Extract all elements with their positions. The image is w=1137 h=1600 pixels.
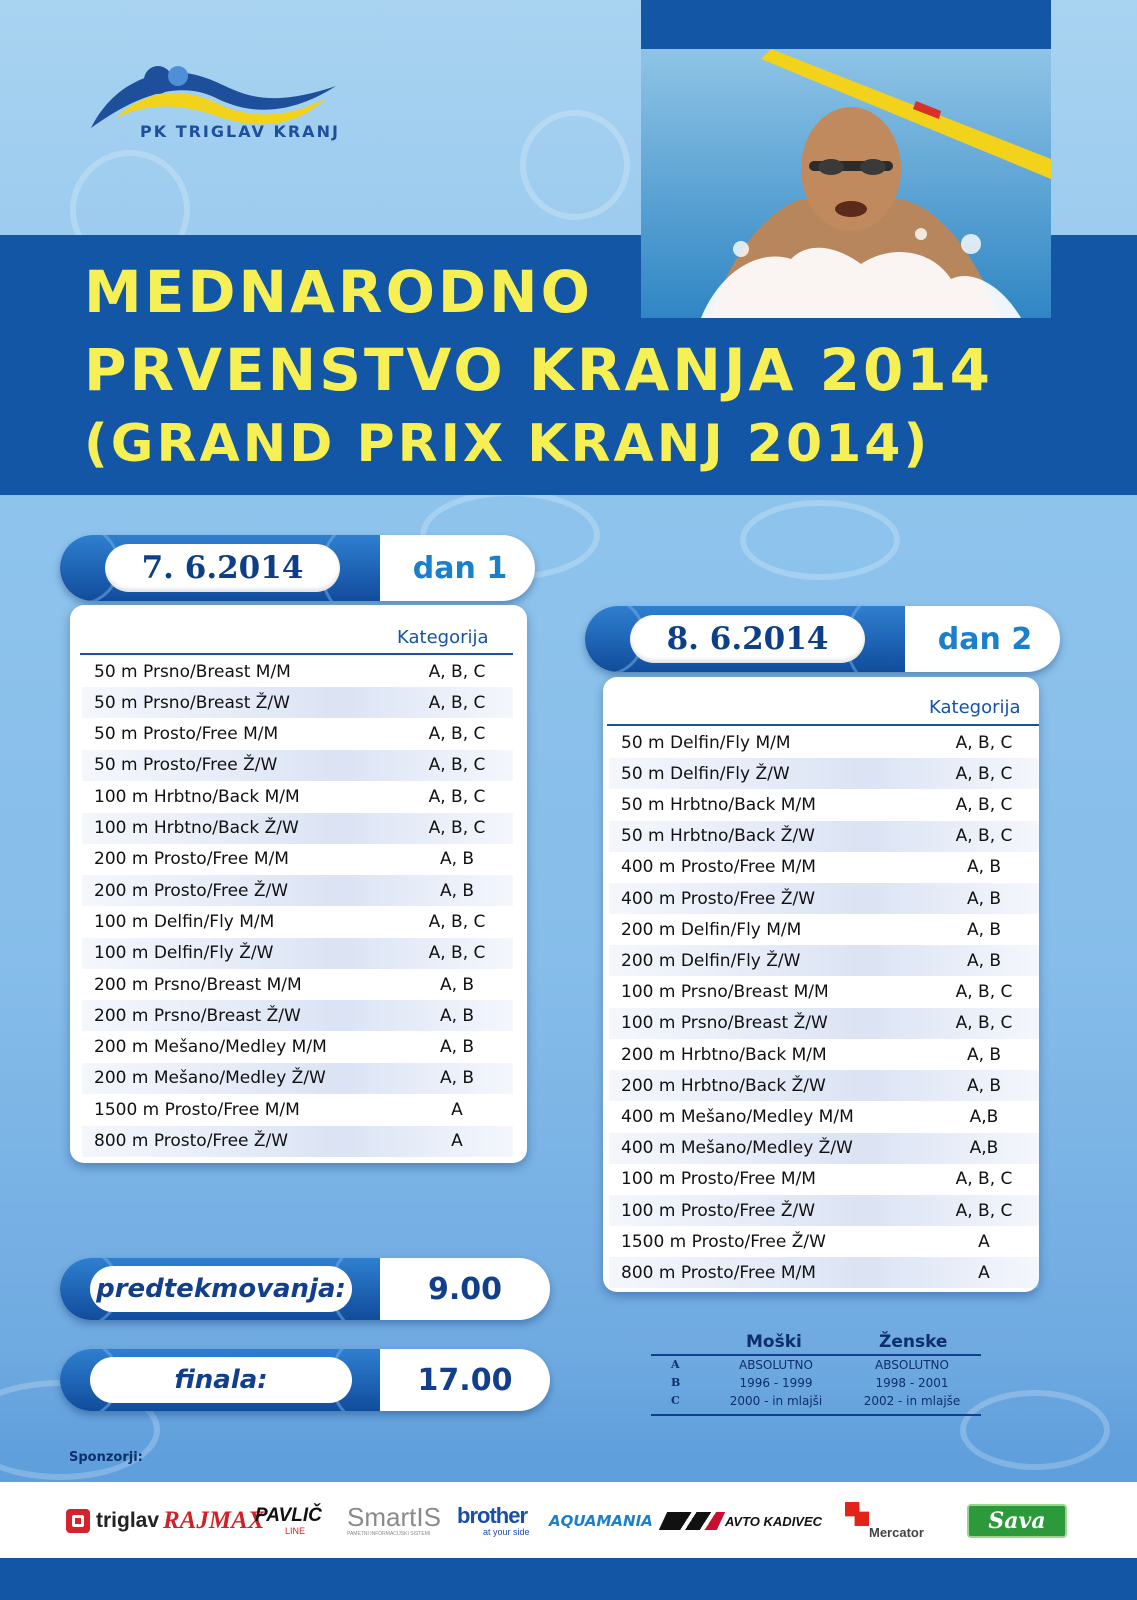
schedule-row: [609, 852, 1039, 883]
day2-header: [585, 606, 1060, 672]
event-category: A, B: [439, 880, 475, 901]
schedule-row: [609, 1257, 1039, 1288]
event-category: A: [451, 1131, 463, 1151]
sponsors-label: Sponzorji:: [69, 1450, 143, 1465]
event-name: 200 m Prsno/Breast Ž/W: [94, 1005, 301, 1026]
avto-kadivec-text: AVTO KADIVEC: [725, 1513, 823, 1529]
legend-women-header: Ženske: [879, 1332, 948, 1352]
event-name: 400 m Mešano/Medley Ž/W: [621, 1138, 853, 1159]
day1-header: [60, 535, 535, 601]
legend-women-a: ABSOLUTNO: [875, 1358, 949, 1372]
event-category: A, B: [966, 1044, 1002, 1065]
event-category: A: [451, 1099, 463, 1120]
brother-sub: at your side: [483, 1527, 530, 1537]
heats-time-bar: [60, 1258, 550, 1320]
avto-kadivec-icon: [659, 1512, 725, 1530]
event-name: 1500 m Prosto/Free Ž/W: [621, 1231, 826, 1252]
event-category: A, B: [966, 888, 1002, 909]
schedule-row: [609, 914, 1039, 945]
club-name: PK TRIGLAV KRANJ: [140, 122, 340, 141]
event-category: A, B, C: [428, 943, 486, 964]
event-name: 50 m Prosto/Free M/M: [94, 724, 279, 745]
event-category: A, B, C: [428, 661, 486, 682]
event-name: 100 m Prosto/Free Ž/W: [621, 1200, 816, 1221]
schedule-row: [82, 969, 513, 1000]
schedule-row: [609, 758, 1039, 789]
schedule-row: [609, 1195, 1039, 1226]
finals-time: 17.00: [417, 1362, 513, 1398]
event-name: 800 m Prosto/Free Ž/W: [94, 1131, 289, 1151]
event-name: 800 m Prosto/Free M/M: [621, 1262, 816, 1283]
bottom-band: [0, 1558, 1137, 1600]
event-name: 100 m Prosto/Free M/M: [621, 1169, 816, 1190]
event-name: 200 m Hrbtno/Back Ž/W: [621, 1075, 826, 1096]
legend-women-c: 2002 - in mlajše: [863, 1394, 961, 1408]
legend-men-c: 2000 - in mlajši: [729, 1394, 823, 1408]
event-name: 200 m Prosto/Free M/M: [94, 849, 289, 870]
schedule-row: [82, 750, 513, 781]
event-name: 50 m Prosto/Free Ž/W: [94, 755, 278, 776]
event-category: A: [978, 1231, 990, 1252]
schedule-row: [609, 1226, 1039, 1257]
schedule-row: [609, 1008, 1039, 1039]
schedule-row: [82, 1032, 513, 1063]
day1-date: 7. 6.2014: [105, 544, 340, 592]
sponsor-brother: [457, 1500, 530, 1542]
divider: [651, 1414, 981, 1416]
sponsor-avto-kadivec: [663, 1500, 822, 1542]
legend-men-a: ABSOLUTNO: [739, 1358, 813, 1372]
schedule-row: [609, 945, 1039, 976]
event-name: 50 m Hrbtno/Back Ž/W: [621, 826, 815, 847]
schedule-row: [609, 727, 1039, 758]
schedule-row: [82, 813, 513, 844]
decor-swirl: [520, 110, 630, 220]
event-category: A, B, C: [428, 724, 486, 745]
event-name: 100 m Hrbtno/Back M/M: [94, 786, 300, 807]
sponsor-sava: [967, 1500, 1067, 1542]
event-category: A, B: [966, 1075, 1002, 1096]
schedule-row: [609, 821, 1039, 852]
event-name: 50 m Prsno/Breast M/M: [94, 661, 291, 682]
event-category: A, B, C: [955, 826, 1013, 847]
event-category: A, B, C: [955, 794, 1013, 815]
finals-label: finala:: [90, 1357, 352, 1403]
event-category: A: [978, 1262, 990, 1283]
legend-key-a: A: [671, 1358, 680, 1371]
schedule-row: [609, 1164, 1039, 1195]
day2-date: 8. 6.2014: [630, 615, 865, 663]
event-name: 50 m Prsno/Breast Ž/W: [94, 692, 290, 713]
schedule-row: [82, 1000, 513, 1031]
legend-men-b: 1996 - 1999: [739, 1376, 813, 1390]
event-name: 400 m Prosto/Free Ž/W: [621, 888, 816, 909]
schedule-row: [82, 656, 513, 687]
sponsor-rajmax: [163, 1500, 264, 1542]
event-category: A, B: [966, 919, 1002, 940]
event-name: 200 m Mešano/Medley Ž/W: [94, 1068, 326, 1089]
swimmer-photo: [641, 49, 1051, 318]
mercator-text: Mercator: [869, 1525, 924, 1540]
title-line-2: PRVENSTVO KRANJA 2014: [84, 336, 994, 404]
event-name: 200 m Hrbtno/Back M/M: [621, 1044, 827, 1065]
event-category: A, B, C: [428, 911, 486, 932]
event-name: 1500 m Prosto/Free M/M: [94, 1099, 300, 1120]
finals-time-bar: [60, 1349, 550, 1411]
event-category: A, B, C: [428, 818, 486, 838]
event-name: 400 m Prosto/Free M/M: [621, 857, 816, 878]
event-name: 100 m Delfin/Fly Ž/W: [94, 943, 274, 964]
pavlic-text: PAVLIČ: [255, 1505, 322, 1526]
decor-swirl: [960, 1390, 1110, 1470]
event-category: A, B, C: [955, 982, 1013, 1003]
event-name: 200 m Delfin/Fly M/M: [621, 919, 802, 940]
schedule-row: [82, 1063, 513, 1094]
triglav-icon: [66, 1509, 90, 1533]
sponsor-pavlic: [255, 1500, 322, 1542]
event-category: A, B: [439, 849, 475, 870]
day1-label: dan 1: [412, 550, 508, 586]
schedule-row: [82, 1126, 513, 1157]
title-line-3: (GRAND PRIX KRANJ 2014): [84, 414, 931, 474]
sava-text: Sava: [967, 1504, 1067, 1538]
event-category: A, B: [439, 1005, 475, 1026]
event-name: 200 m Prsno/Breast M/M: [94, 974, 302, 995]
event-category: A, B, C: [955, 732, 1013, 753]
day2-category-header: Kategorija: [929, 697, 1021, 718]
heats-label: predtekmovanja:: [90, 1266, 352, 1312]
smartis-text: SmartIS: [347, 1502, 441, 1532]
event-category: A, B, C: [955, 1013, 1013, 1034]
event-category: A,B: [969, 1106, 999, 1127]
schedule-row: [609, 883, 1039, 914]
schedule-row: [609, 789, 1039, 820]
event-name: 200 m Delfin/Fly Ž/W: [621, 950, 801, 971]
event-name: 50 m Delfin/Fly Ž/W: [621, 763, 790, 784]
legend-key-b: B: [671, 1376, 681, 1389]
legend-key-c: C: [671, 1394, 680, 1407]
event-name: 50 m Hrbtno/Back M/M: [621, 794, 816, 815]
event-category: A, B: [439, 1068, 475, 1089]
event-name: 200 m Prosto/Free Ž/W: [94, 880, 289, 901]
event-category: A, B: [966, 950, 1002, 971]
event-name: 100 m Hrbtno/Back Ž/W: [94, 818, 299, 838]
legend-men-header: Moški: [746, 1332, 802, 1352]
event-category: A, B: [439, 974, 475, 995]
schedule-row: [82, 938, 513, 969]
event-name: 100 m Prsno/Breast Ž/W: [621, 1013, 828, 1034]
schedule-row: [82, 1094, 513, 1125]
event-name: 200 m Mešano/Medley M/M: [94, 1037, 327, 1058]
divider: [80, 653, 513, 655]
schedule-row: [609, 1101, 1039, 1132]
event-name: 100 m Delfin/Fly M/M: [94, 911, 275, 932]
event-category: A, B, C: [955, 1169, 1013, 1190]
schedule-row: [609, 977, 1039, 1008]
event-name: 400 m Mešano/Medley M/M: [621, 1106, 854, 1127]
legend-women-b: 1998 - 2001: [875, 1376, 949, 1390]
event-category: A, B, C: [955, 1200, 1013, 1221]
event-category: A, B, C: [428, 692, 486, 713]
rajmax-text: RAJMAX: [163, 1507, 265, 1534]
event-category: A, B, C: [428, 786, 486, 807]
event-category: A, B, C: [428, 755, 486, 776]
divider: [651, 1354, 981, 1356]
heats-time: 9.00: [427, 1271, 503, 1307]
event-name: 50 m Delfin/Fly M/M: [621, 732, 791, 753]
sponsor-triglav: [66, 1500, 159, 1542]
schedule-row: [609, 1070, 1039, 1101]
event-category: A, B: [439, 1037, 475, 1058]
event-name: 100 m Prsno/Breast M/M: [621, 982, 829, 1003]
title-line-1: MEDNARODNO: [84, 258, 593, 326]
schedule-row: [82, 687, 513, 718]
pavlic-sub: LINE: [285, 1526, 306, 1536]
smartis-sub: PAMETNI INFORMACIJSKI SISTEMI: [347, 1531, 431, 1537]
schedule-row: [82, 844, 513, 875]
schedule-row: [82, 781, 513, 812]
schedule-row: [82, 906, 513, 937]
aquamania-text: AQUAMANIA: [549, 1512, 653, 1530]
triglav-text: triglav: [96, 1509, 160, 1532]
divider: [607, 724, 1039, 726]
decor-swirl: [740, 500, 900, 580]
sponsor-smartis: [347, 1500, 441, 1542]
mercator-icon: [845, 1502, 869, 1526]
schedule-row: [82, 875, 513, 906]
day1-category-header: Kategorija: [397, 627, 489, 648]
schedule-row: [609, 1133, 1039, 1164]
schedule-row: [609, 1039, 1039, 1070]
sponsor-mercator: [845, 1500, 924, 1542]
day2-label: dan 2: [937, 621, 1033, 657]
event-category: A, B: [966, 857, 1002, 878]
brother-text: brother: [457, 1503, 527, 1528]
sponsor-aquamania: [549, 1500, 653, 1542]
schedule-row: [82, 719, 513, 750]
event-category: A, B, C: [955, 763, 1013, 784]
event-category: A,B: [969, 1138, 999, 1159]
